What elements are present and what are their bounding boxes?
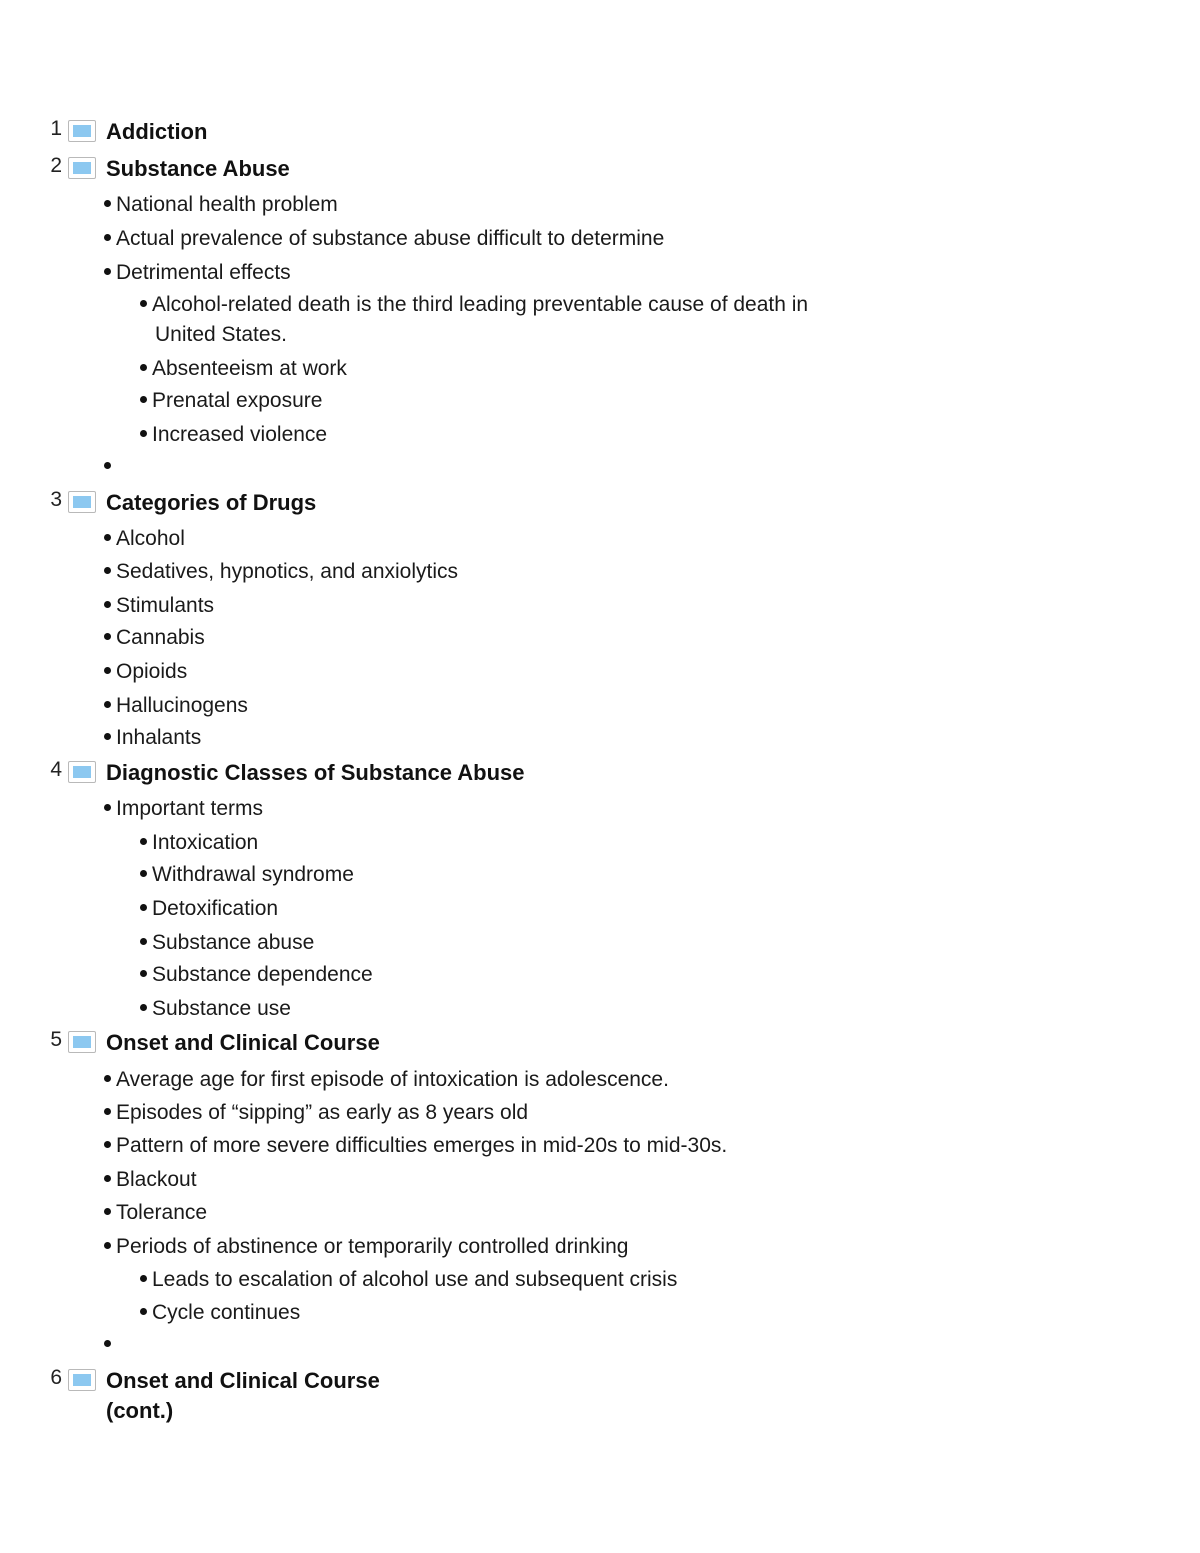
slide-title[interactable]: Onset and Clinical Course	[106, 1030, 380, 1055]
bullet-text: Intoxication	[152, 831, 259, 854]
bullet-item[interactable]	[104, 190, 338, 220]
bullet-item[interactable]	[104, 794, 263, 824]
bullet-text: Withdrawal syndrome	[152, 863, 354, 886]
bullet-item[interactable]	[140, 860, 354, 890]
slide-thumbnail-icon[interactable]	[68, 761, 96, 783]
bullet-text: Leads to escalation of alcohol use and subsequent crisis	[152, 1268, 678, 1291]
bullet-text: Blackout	[116, 1168, 197, 1191]
bullet-item[interactable]	[104, 1098, 528, 1128]
bullet-dot-icon	[104, 804, 111, 811]
bullet-text: Cycle continues	[152, 1301, 301, 1324]
bullet-text: Episodes of “sipping” as early as 8 years old	[116, 1101, 529, 1124]
bullet-dot-icon	[140, 396, 147, 403]
bullet-text: Sedatives, hypnotics, and anxiolytics	[116, 560, 459, 583]
bullet-item[interactable]	[104, 1198, 207, 1228]
bullet-text: Inhalants	[116, 726, 202, 749]
bullet-text: Alcohol	[116, 527, 185, 550]
bullet-dot-icon	[104, 1340, 111, 1347]
bullet-text: Periods of abstinence or temporarily controlled drinking	[116, 1235, 629, 1258]
bullet-text: Increased violence	[152, 423, 328, 446]
slide-title[interactable]: Categories of Drugs	[106, 490, 317, 515]
bullet-dot-icon	[104, 1108, 111, 1115]
bullet-text: Actual prevalence of substance abuse difficult to determine	[116, 227, 665, 250]
bullet-item[interactable]	[140, 290, 808, 320]
bullet-item[interactable]	[104, 1232, 628, 1262]
bullet-dot-icon	[104, 1242, 111, 1249]
bullet-text: Prenatal exposure	[152, 389, 323, 412]
bullet-item[interactable]	[104, 224, 664, 254]
slide-number: 3	[50, 488, 62, 511]
bullet-text: Alcohol-related death is the third leading preventable cause of death in	[152, 293, 809, 316]
bullet-text: Detrimental effects	[116, 261, 291, 284]
bullet-text: Substance dependence	[152, 963, 373, 986]
slide-number: 6	[50, 1366, 62, 1389]
bullet-text-continuation: United States.	[155, 323, 287, 346]
bullet-item[interactable]	[104, 1131, 727, 1161]
bullet-dot-icon	[104, 701, 111, 708]
bullet-item[interactable]	[104, 591, 214, 621]
bullet-text: Detoxification	[152, 897, 279, 920]
bullet-text: Pattern of more severe difficulties emerges in mid-20s to mid-30s.	[116, 1134, 728, 1157]
bullet-dot-icon	[104, 1208, 111, 1215]
bullet-dot-icon	[140, 1004, 147, 1011]
bullet-item[interactable]	[104, 1330, 116, 1360]
bullet-item[interactable]	[104, 452, 116, 482]
bullet-item[interactable]	[104, 657, 187, 687]
bullet-item[interactable]	[140, 894, 278, 924]
bullet-dot-icon	[140, 938, 147, 945]
bullet-item[interactable]	[104, 1065, 669, 1095]
bullet-item[interactable]	[140, 960, 373, 990]
bullet-dot-icon	[104, 733, 111, 740]
bullet-text: Hallucinogens	[116, 694, 248, 717]
bullet-text: Substance abuse	[152, 931, 315, 954]
bullet-dot-icon	[140, 364, 147, 371]
slide-thumbnail-icon[interactable]	[68, 491, 96, 513]
bullet-dot-icon	[140, 904, 147, 911]
bullet-text: Opioids	[116, 660, 188, 683]
bullet-item[interactable]	[104, 1165, 197, 1195]
slide-thumbnail-icon[interactable]	[68, 1031, 96, 1053]
bullet-item[interactable]	[104, 557, 458, 587]
bullet-dot-icon	[104, 534, 111, 541]
bullet-item[interactable]	[104, 723, 201, 753]
bullet-dot-icon	[104, 1075, 111, 1082]
slide-title[interactable]: Substance Abuse	[106, 156, 290, 181]
bullet-text: Tolerance	[116, 1201, 208, 1224]
bullet-dot-icon	[140, 838, 147, 845]
bullet-item[interactable]	[104, 524, 185, 554]
slide-title[interactable]: Onset and Clinical Course (cont.)	[106, 1368, 380, 1423]
bullet-dot-icon	[104, 601, 111, 608]
bullet-item[interactable]	[140, 828, 258, 858]
slide-thumbnail-icon[interactable]	[68, 120, 96, 142]
bullet-text: Stimulants	[116, 594, 215, 617]
bullet-text: Important terms	[116, 797, 264, 820]
bullet-item[interactable]	[104, 691, 248, 721]
bullet-dot-icon	[140, 430, 147, 437]
bullet-dot-icon	[104, 1175, 111, 1182]
bullet-dot-icon	[140, 1308, 147, 1315]
bullet-dot-icon	[104, 268, 111, 275]
bullet-item[interactable]	[140, 420, 327, 450]
slide-number: 1	[50, 117, 62, 140]
bullet-text: Absenteeism at work	[152, 357, 347, 380]
bullet-text: Substance use	[152, 997, 291, 1020]
slide-title[interactable]: Diagnostic Classes of Substance Abuse	[106, 760, 525, 785]
bullet-dot-icon	[104, 462, 111, 469]
bullet-dot-icon	[140, 1275, 147, 1282]
slide-number: 4	[50, 758, 62, 781]
bullet-text: National health problem	[116, 193, 338, 216]
bullet-dot-icon	[140, 870, 147, 877]
bullet-item[interactable]	[104, 623, 205, 653]
bullet-dot-icon	[104, 567, 111, 574]
bullet-dot-icon	[140, 300, 147, 307]
bullet-text: Average age for first episode of intoxication is adolescence.	[116, 1068, 669, 1091]
bullet-item[interactable]	[140, 1298, 300, 1328]
bullet-item[interactable]	[140, 928, 314, 958]
bullet-dot-icon	[104, 633, 111, 640]
bullet-item[interactable]	[140, 354, 347, 384]
bullet-item[interactable]	[104, 258, 291, 288]
bullet-dot-icon	[140, 970, 147, 977]
bullet-dot-icon	[104, 1141, 111, 1148]
bullet-text: Cannabis	[116, 626, 205, 649]
slide-thumbnail-icon[interactable]	[68, 1369, 96, 1391]
bullet-dot-icon	[104, 200, 111, 207]
bullet-item[interactable]	[140, 994, 291, 1024]
slide-title[interactable]: Addiction	[106, 119, 208, 144]
bullet-item[interactable]	[140, 386, 322, 416]
bullet-dot-icon	[104, 234, 111, 241]
slide-number: 2	[50, 154, 62, 177]
bullet-dot-icon	[104, 667, 111, 674]
bullet-item[interactable]	[140, 1265, 677, 1295]
slide-number: 5	[50, 1028, 62, 1051]
slide-thumbnail-icon[interactable]	[68, 157, 96, 179]
